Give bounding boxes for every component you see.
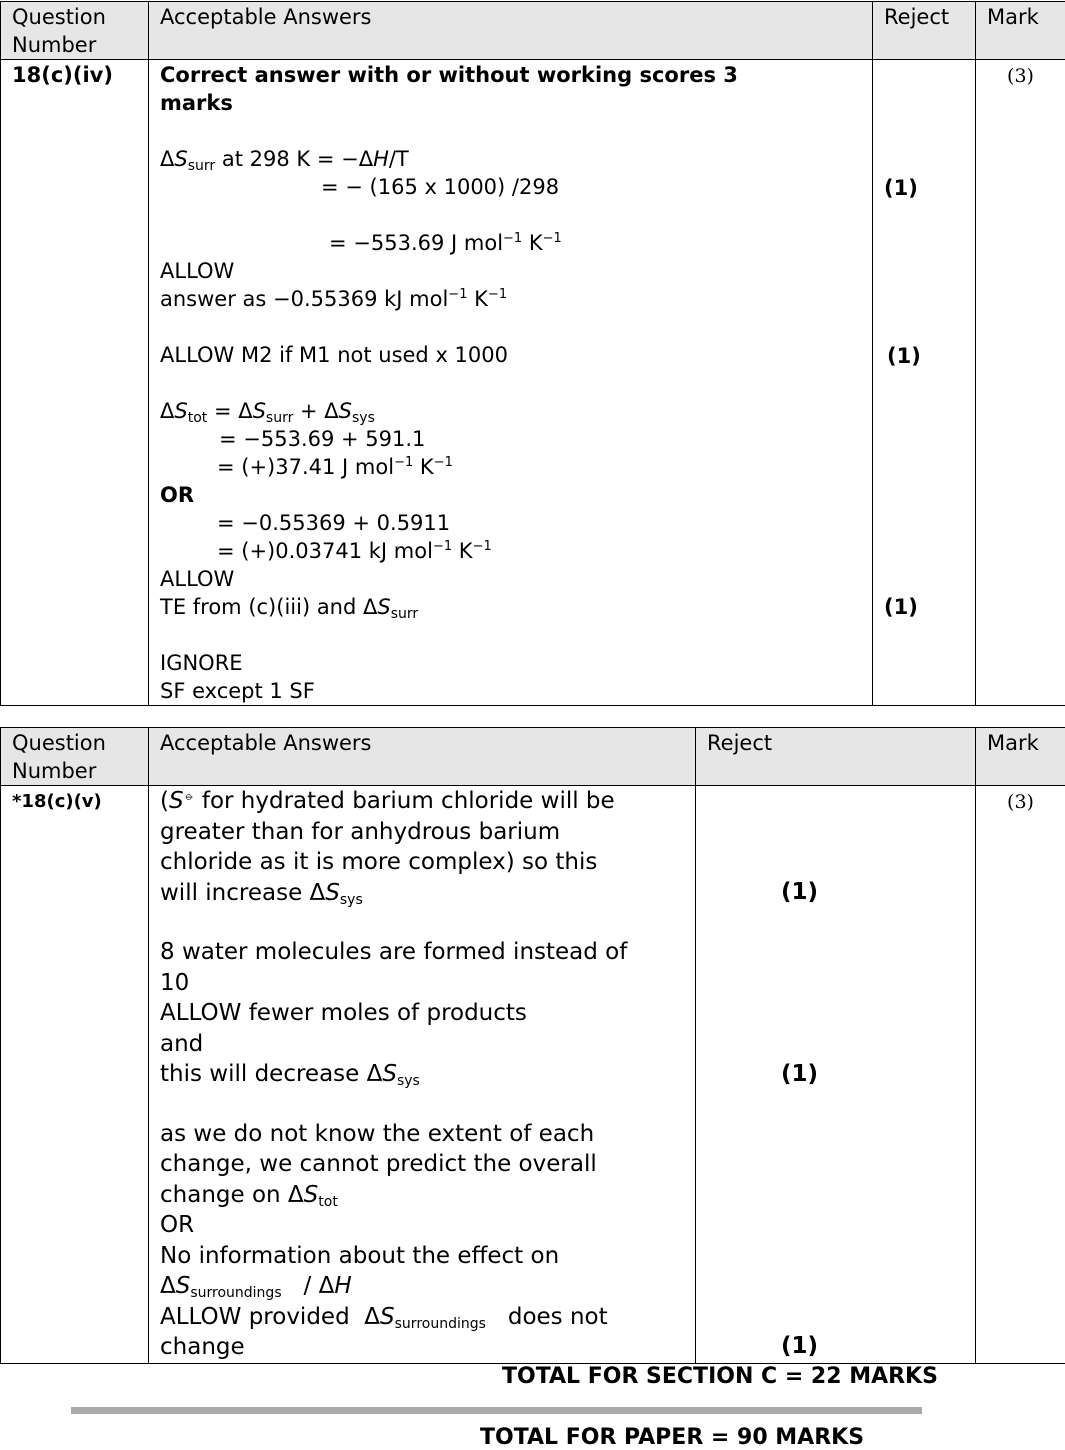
ignore-label: IGNORE — [160, 649, 872, 677]
reject-cell — [696, 786, 976, 1364]
mark-m3: (1) — [781, 1332, 818, 1360]
table-row — [1, 60, 1065, 706]
stot-line-1: = −553.69 + 591.1 — [160, 425, 872, 453]
answer-line: change on $\Delta S_{tot}$ — [160, 1180, 695, 1211]
mark-cell: (3) — [976, 786, 1065, 1364]
header-question-number: Question Number — [1, 2, 149, 60]
header-reject: Reject — [696, 728, 976, 786]
answer-line: 10 — [160, 968, 695, 999]
total-paper: TOTAL FOR PAPER = 90 MARKS — [480, 1425, 864, 1450]
mark-m2: (1) — [781, 1060, 818, 1088]
answer-line: change — [160, 1332, 695, 1363]
answer-line: as we do not know the extent of each — [160, 1119, 695, 1150]
header-question-number: Question Number — [1, 728, 149, 786]
answer-line: (S⦵ for hydrated barium chloride will be — [160, 786, 695, 817]
calc-line-2: = − (165 x 1000) /298 — [160, 173, 872, 201]
table-header-row — [1, 2, 1065, 60]
divider-rule — [71, 1407, 922, 1414]
answer-line: $\Delta S_{surroundings}$ / ΔH — [160, 1271, 695, 1302]
stot-equation: $\Delta S_{tot} = \Delta S_{surr} + \Delta S_{sys}$ — [160, 397, 872, 425]
stot-line-4: = (+)0.03741 kJ mol$^{-1}$ $K^{-1}$ — [160, 537, 872, 565]
mark-m1: (1) — [884, 174, 918, 202]
mark-cell: (3) — [976, 60, 1065, 706]
calc-line-3: = −553.69 J mol$^{-1}$ $K^{-1}$ — [160, 229, 872, 257]
header-mark: Mark — [976, 2, 1065, 60]
answer-heading-line1: Correct answer with or without working scores 3 — [160, 61, 872, 89]
calc-line-1: $\Delta S_{surr}$ at 298 K = −ΔH/T — [160, 145, 872, 173]
answer-line: ALLOW fewer moles of products — [160, 998, 695, 1029]
table-row — [1, 786, 1065, 1364]
allow-label-2: ALLOW — [160, 565, 872, 593]
allow-label-1: ALLOW — [160, 257, 872, 285]
answer-line: and — [160, 1029, 695, 1060]
mark-m1: (1) — [781, 878, 818, 906]
mark-m2: (1) — [887, 342, 921, 370]
acceptable-answers-cell — [149, 60, 873, 706]
ignore-sf: SF except 1 SF — [160, 677, 872, 705]
mark-m3: (1) — [884, 593, 918, 621]
header-reject: Reject — [873, 2, 976, 60]
or-label: OR — [160, 1210, 695, 1241]
header-mark: Mark — [976, 728, 1065, 786]
answer-line: will increase $\Delta S_{sys}$ — [160, 878, 695, 909]
answer-heading-line2: marks — [160, 89, 872, 117]
question-number: 18(c)(iv) — [1, 60, 149, 706]
or-label-1: OR — [160, 481, 872, 509]
answer-line: No information about the effect on — [160, 1241, 695, 1272]
answer-line: change, we cannot predict the overall — [160, 1149, 695, 1180]
total-section-c: TOTAL FOR SECTION C = 22 MARKS — [502, 1364, 938, 1389]
table-header-row — [1, 728, 1065, 786]
allow-m2: ALLOW M2 if M1 not used x 1000 — [160, 341, 872, 369]
header-acceptable-answers: Acceptable Answers — [149, 728, 696, 786]
mark-scheme-table-18c-iv — [0, 1, 1065, 706]
answer-line: chloride as it is more complex) so this — [160, 847, 695, 878]
acceptable-answers-cell — [149, 786, 696, 1364]
te-line: TE from (c)(iii) and $\Delta S_{surr}$ — [160, 593, 872, 621]
answer-line: 8 water molecules are formed instead of — [160, 937, 695, 968]
mark-scheme-table-18c-v — [0, 727, 1065, 1364]
answer-line: this will decrease $\Delta S_{sys}$ — [160, 1059, 695, 1090]
stot-line-3: = −0.55369 + 0.5911 — [160, 509, 872, 537]
allow-text-1: answer as −0.55369 kJ mol$^{-1}$ $K^{-1}$ — [160, 285, 872, 313]
header-acceptable-answers: Acceptable Answers — [149, 2, 873, 60]
answer-line: ALLOW provided $\Delta S_{surroundings}$ does not — [160, 1302, 695, 1333]
question-number: *18(c)(v) — [1, 786, 149, 1364]
answer-line: greater than for anhydrous barium — [160, 817, 695, 848]
stot-line-2: = (+)37.41 J mol$^{-1}$ $K^{-1}$ — [160, 453, 872, 481]
